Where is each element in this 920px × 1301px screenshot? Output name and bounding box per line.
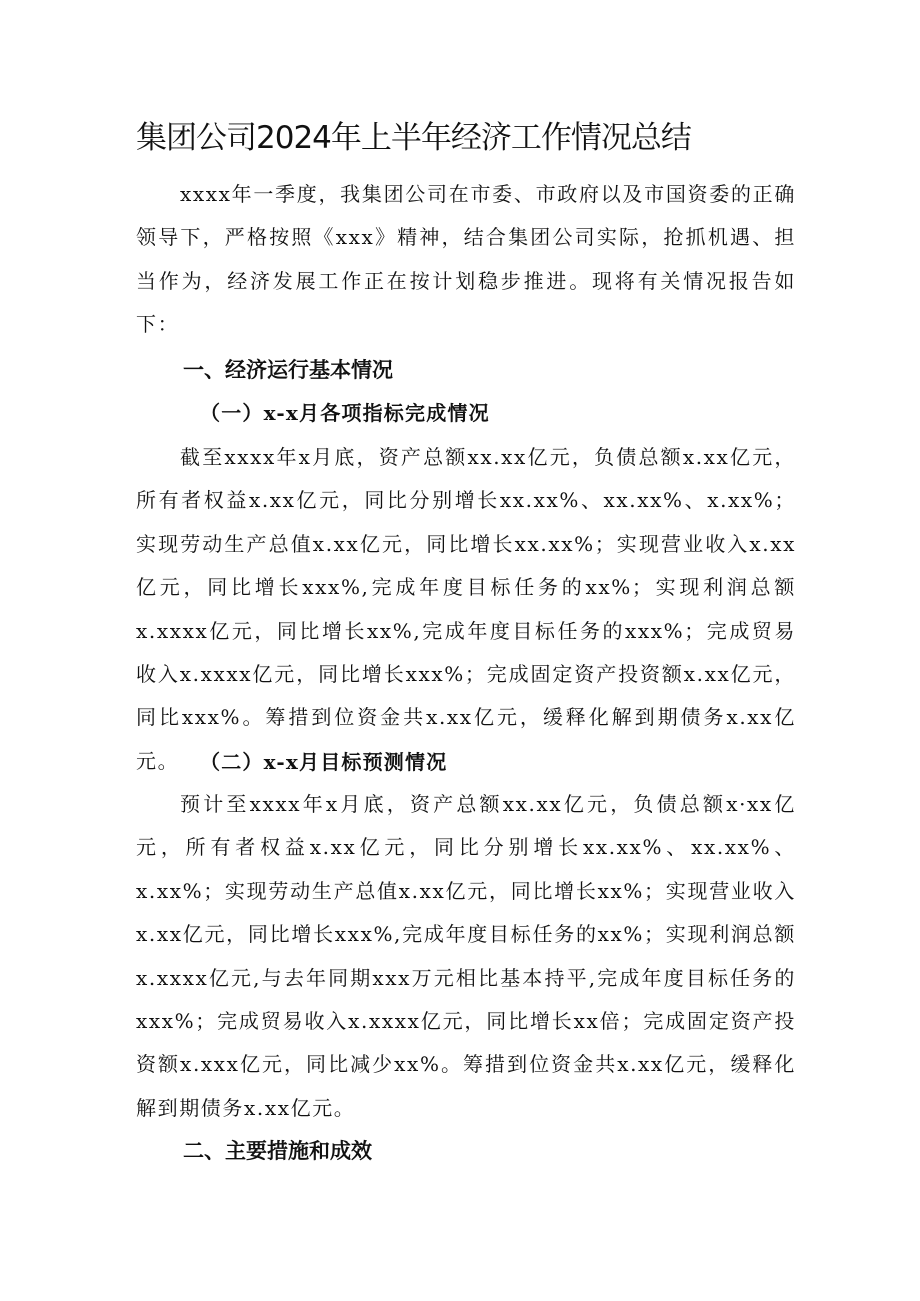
section-heading-economic-operation: 一、经济运行基本情况 — [183, 358, 393, 382]
section-heading-measures: 二、主要措施和成效 — [183, 1139, 372, 1163]
intro-paragraph: xxxx年一季度，我集团公司在市委、市政府以及市国资委的正确领导下，严格按照《xxx》精神，结合集团公司实际，抢抓机遇、担当作为，经济发展工作正在按计划稳步推进。现将有关情况报告如下： — [136, 182, 796, 337]
document-title: 集团公司2024年上半年经济工作情况总结 — [136, 120, 691, 156]
subsection-heading-indicators: （一）x-x月各项指标完成情况 — [200, 401, 490, 425]
forecast-paragraph: 预计至xxxx年x月底，资产总额xx.xx亿元，负债总额x·xx亿元，所有者权益x.xx亿元，同比分别增长xx.xx%、xx.xx%、x.xx%；实现劳动生产总值x.xx亿元，同比增长xx%；实现营业收入x.xx亿元，同比增长xxx%,完成年度目标任务的xx%；实现利润总额x.xxxx亿元,与去年同期xxx万元相比基本持平,完成年度目标任务的xxx%；完成贸易收入x.xxxx亿元，同比增长xx倍；完成固定资产投资额x.xxx亿元，同比减少xx%。筹措到位资金共x.xx亿元，缓释化解到期债务x.xx亿元。 — [136, 792, 796, 1120]
indicators-paragraph: 截至xxxx年x月底，资产总额xx.xx亿元，负债总额x.xx亿元，所有者权益x.xx亿元，同比分别增长xx.xx%、xx.xx%、x.xx%；实现劳动生产总值x.xx亿元，同比增长xx.xx%；实现营业收入x.xx亿元，同比增长xxx%,完成年度目标任务的xx%；实现利润总额x.xxxx亿元，同比增长xx%,完成年度目标任务的xxx%；完成贸易收入x.xxxx亿元，同比增长xxx%；完成固定资产投资额x.xx亿元，同比xxx%。筹措到位资金共x.xx亿元，缓释化解到期债务x.xx亿元。 — [136, 445, 796, 773]
subsection-heading-forecast: （二）x-x月目标预测情况 — [200, 750, 448, 774]
